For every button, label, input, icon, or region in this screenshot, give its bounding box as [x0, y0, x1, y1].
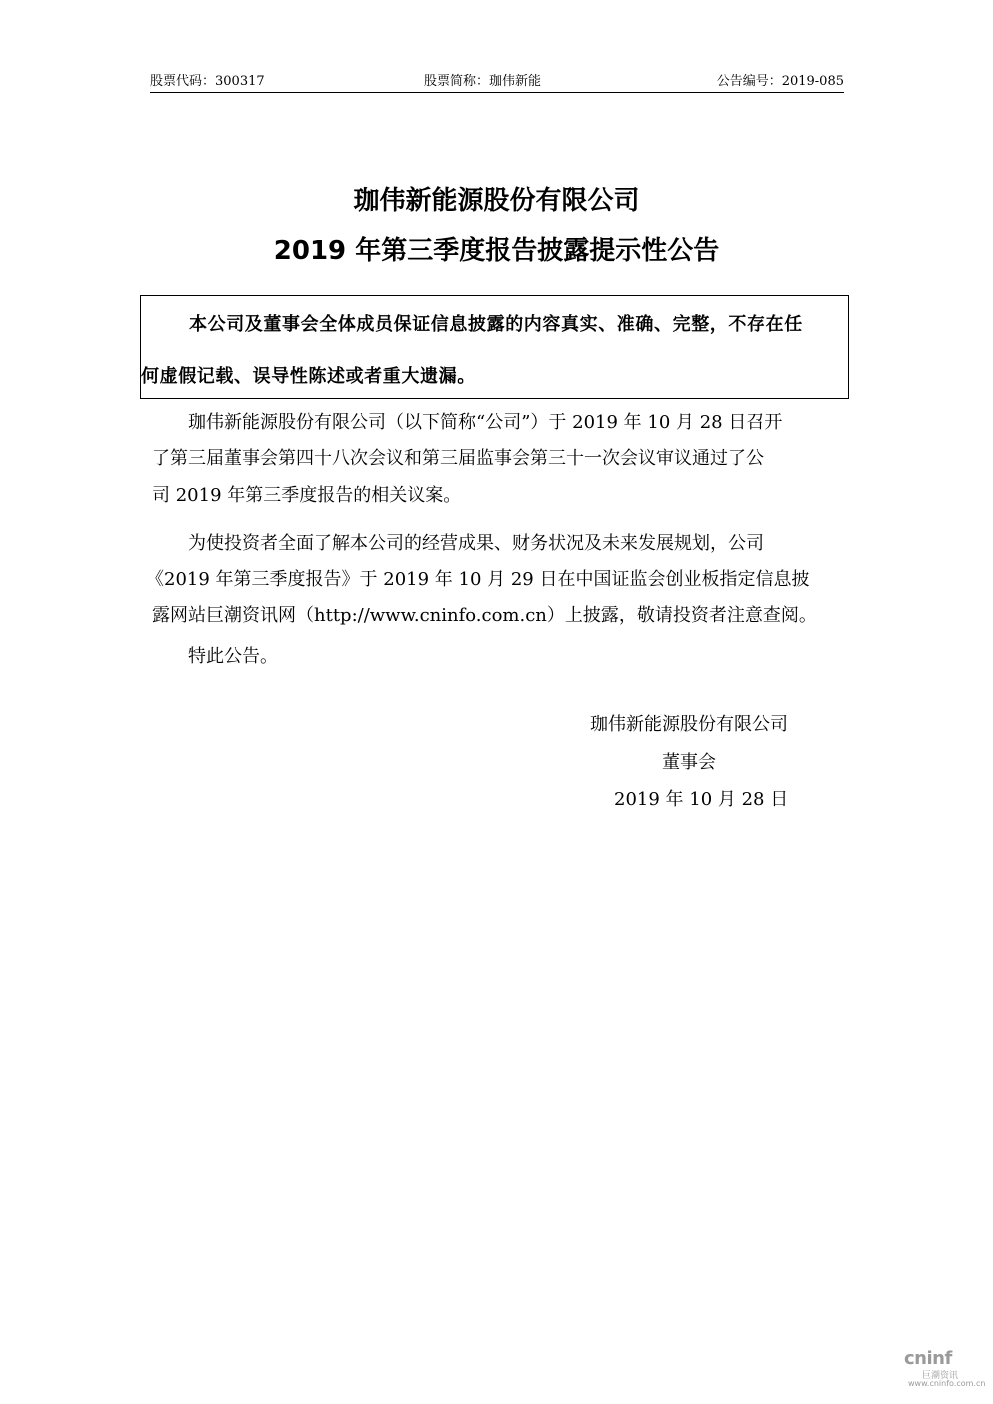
- cninfo-watermark-logo: [900, 1348, 986, 1392]
- body-paragraph-1-line-2: 了第三届董事会第四十八次会议和第三届监事会第三十一次会议审议通过了公: [152, 448, 764, 469]
- body-paragraph-2-line-2: 《2019 年第三季度报告》于 2019 年 10 月 29 日在中国证监会创业板指定信息披: [146, 569, 810, 590]
- signature-company: 珈伟新能源股份有限公司: [590, 714, 788, 735]
- statement-line-2: 何虚假记载、误导性陈述或者重大遗漏。: [141, 366, 476, 387]
- document-title-company: 珈伟新能源股份有限公司: [353, 186, 640, 216]
- watermark-cn: 巨潮资讯: [922, 1371, 959, 1381]
- notice-number: 公告编号：2019-085: [716, 74, 844, 89]
- statement-line-1: 本公司及董事会全体成员保证信息披露的内容真实、准确、完整，不存在任: [189, 314, 803, 335]
- body-paragraph-2-line-3: 露网站巨潮资讯网（http://www.cninfo.com.cn）上披露，敬请投资者注意查阅。: [152, 605, 817, 626]
- watermark-url: www.cninfo.com.cn: [908, 1379, 986, 1388]
- document-title-subject: 2019 年第三季度报告披露提示性公告: [273, 236, 720, 266]
- body-paragraph-1-line-3: 司 2019 年第三季度报告的相关议案。: [152, 485, 462, 506]
- page-header: [150, 74, 844, 93]
- signature-board: 董事会: [662, 752, 716, 773]
- body-closing: 特此公告。: [188, 646, 278, 667]
- body-paragraph-2-line-1: 为使投资者全面了解本公司的经营成果、财务状况及未来发展规划，公司: [188, 533, 764, 554]
- stock-code: 股票代码：300317: [150, 74, 265, 89]
- stock-name: 股票简称：珈伟新能: [424, 74, 542, 89]
- statement-box: [140, 295, 849, 399]
- body-paragraph-1-line-1: 珈伟新能源股份有限公司（以下简称“公司”）于 2019 年 10 月 28 日召开: [188, 412, 783, 433]
- signature-date: 2019 年 10 月 28 日: [614, 789, 789, 810]
- watermark-brand: cninf: [904, 1348, 952, 1369]
